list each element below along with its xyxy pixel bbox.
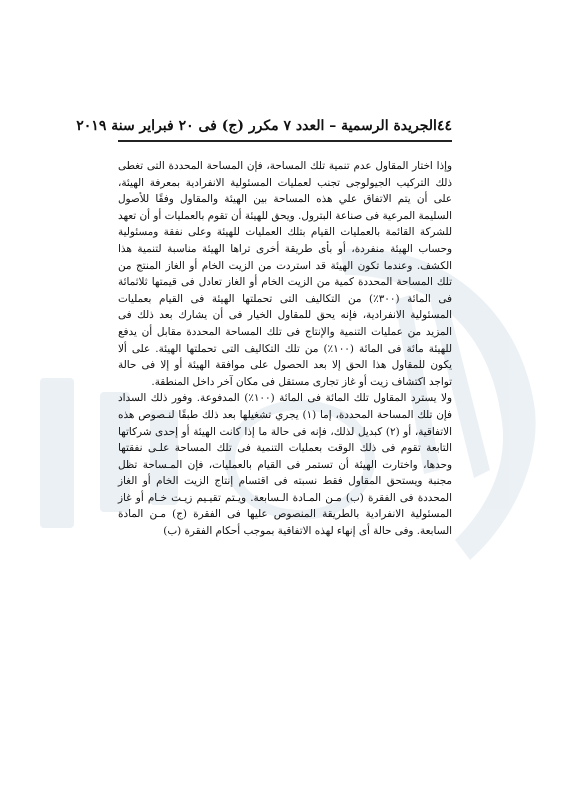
watermark-stroke — [40, 378, 74, 528]
page-header — [76, 118, 452, 140]
paragraph-2: ولا يسترد المقاول تلك المائة فى المائة (١٠٠٪) المدفوعة. وفور ذلك السداد فإن تلك المساحة المحددة، إما (١) يجري تشغيلها بعد ذلك طبقًا لنـصوص هذه الاتفاقية، أو (٢) كبديل لذلك، فإنه فى حالة ما إذا كانت الهيئة أو إحدى شركاتها التابعة تقوم فى ذلك الوقت بعمليات التنمية فى تلك المساحة علـى نفقتها وحدها، واختارت الهيئة أن تستمر فى القيام بالعمليات، فإن المـساحة تظل مجنبة ويستحق المقاول فقط نسبته فى اقتسام إنتاج الزيت الخام أو الغاز المحددة فى الفقرة (ب) مـن المـادة الـسابعة. ويـتم تقيـيم زيـت خـام أو غاز المسئولية الانفرادية بالطريقة المنصوص عليها فى الفقرة (ج) مـن المادة السابعة. وفى حالة أى إنهاء لهذه الاتفاقية بموجب أحكام الفقرة (ب) — [118, 392, 453, 538]
publication-title: الجريدة الرسمية – العدد ٧ مكرر (ج) فى ٢٠ فبراير سنة ٢٠١٩ — [76, 118, 437, 134]
paragraph-1: وإذا اختار المقاول عدم تنمية تلك المساحة، فإن المساحة المحددة التى تغطى ذلك التركيب الجيولوجى تجنب لعمليات المسئولية الانفرادية بمعرفة الهيئة، على أن يتم الاتفاق علي هذه المساحة بين الهيئة والمقاول وفقًا للأصول السليمة المرعية فى صناعة البترول. ويحق للهيئة أن تقوم بالعمليات أو أن تعهد للشركة القائمة بالعمليات القيام بتلك العمليات للهيئة وعلى نفقة ومسئولية وحساب الهيئة منفردة، أو بأى طريقة أخرى تراها الهيئة مناسبة لتنمية هذا الكشف. وعندما تكون الهيئة قد استردت من الزيت الخام أو الغاز المنتج من تلك المساحة المحددة كمية من الزيت الخام أو الغاز تعادل فى قيمتها ثلاثمائة فى المائة (٣٠٠٪) من التكاليف التى تحملتها الهيئة فى القيام بعمليات المسئولية الانفرادية، فإنه يحق للمقاول الخيار فى أن يشارك بعد ذلك فى المزيد من عمليات التنمية والإنتاج فى تلك المساحة المحددة مقابل أن يدفع للهيئة مائة فى المائة (١٠٠٪) من تلك التكاليف التى تحملتها الهيئة. على ألا يكون للمقاول هذا الحق إلا بعد الحصول على موافقة الهيئة أو إلا فى حالة تواجد اكتشاف زيت أو غاز تجارى مستقل فى مكان آخر داخل المنطقة. — [118, 160, 452, 388]
header-rule — [118, 140, 452, 142]
page-number: ٤٤ — [436, 118, 452, 134]
document-body — [118, 152, 452, 540]
document-page — [76, 118, 453, 540]
